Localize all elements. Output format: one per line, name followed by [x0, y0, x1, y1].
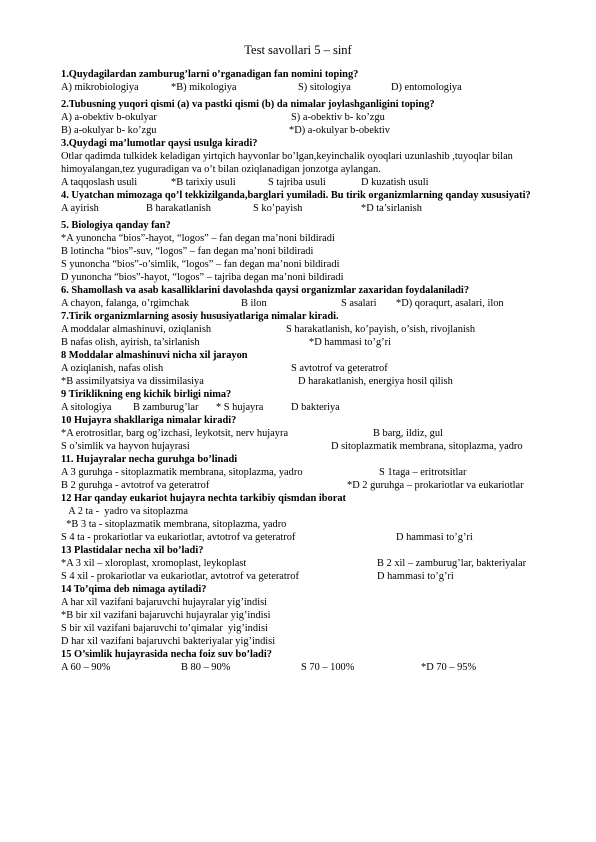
question-block — [61, 98, 581, 137]
question-block — [61, 310, 581, 349]
question-block — [61, 189, 581, 215]
answer-option: S harakatlanish, ko’payish, o’sish, rivojlanish — [286, 324, 476, 335]
question-block — [61, 453, 581, 492]
answer-option: D har xil vazifani bajaruvchi bakteriyalar yig’indisi — [61, 636, 276, 647]
question-text: 8 Moddalar almashinuvi nicha xil jarayon — [61, 350, 248, 361]
question-text: 10 Hujayra shakllariga nimalar kiradi? — [61, 415, 237, 426]
question-block — [61, 137, 581, 189]
question-block — [61, 414, 581, 453]
answer-option: * S hujayra — [216, 402, 264, 413]
answer-option: S 70 – 100% — [301, 662, 355, 673]
answer-option: S ko’payish — [253, 203, 303, 214]
answer-option: *D) qoraqurt, asalari, ilon — [396, 298, 504, 309]
answer-option: S 4 xil - prokariotlar va eukariotlar, avtotrof va geteratrof — [61, 571, 299, 582]
answer-option: A taqqoslash usuli — [61, 177, 138, 188]
question-text: 9 Tiriklikning eng kichik birligi nima? — [61, 389, 232, 400]
question-text: 13 Plastidalar necha xil bo’ladi? — [61, 545, 204, 556]
answer-option: D yunoncha “bios”-hayot, “logos” – tajriba degan ma’noni bildiradi — [61, 272, 344, 283]
answer-option: D sitoplazmatik membrana, sitoplazma, yadro — [331, 441, 523, 452]
answer-option: *B assimilyatsiya va dissimilasiya — [61, 376, 204, 387]
answer-option: *A erotrositlar, barg og’izchasi, leykotsit, nerv hujayra — [61, 428, 289, 439]
question-block — [61, 583, 581, 648]
answer-options-row — [61, 336, 581, 349]
question-passage: Otlar qadimda tulkidek keladigan yirtqich hayvonlar bo’lgan,keyinchalik oyoqlari uzunlashib ,tuyoqlar bilan himoyalangan,tez yuguradigan va o’t bilan oziqlanadigan jonzotga aylangan. — [61, 151, 513, 175]
answer-option: D hammasi to’g’ri — [377, 571, 454, 582]
answer-option: *B tarixiy usuli — [171, 177, 236, 188]
answer-option: *D) a-okulyar b-obektiv — [289, 125, 390, 136]
answer-option: B) a-okulyar b- ko’zgu — [61, 125, 157, 136]
question-block — [61, 68, 581, 94]
answer-options-row — [61, 375, 581, 388]
answer-option: A har xil vazifani bajaruvchi hujayralar yig’indisi — [61, 597, 268, 608]
question-text: 12 Har qanday eukariot hujayra nechta tarkibiy qismdan iborat — [61, 493, 347, 504]
answer-options-row — [61, 557, 581, 570]
answer-option: S o’simlik va hayvon hujayrasi — [61, 441, 190, 452]
question-block — [61, 492, 581, 544]
answer-option: D bakteriya — [291, 402, 340, 413]
question-block — [61, 219, 581, 284]
answer-option: B ilon — [241, 298, 267, 309]
answer-option: A 3 guruhga - sitoplazmatik membrana, sitoplazma, yadro — [61, 467, 303, 478]
answer-options-row — [61, 401, 581, 414]
question-block — [61, 388, 581, 414]
answer-option: *A 3 xil – xloroplast, xromoplast, leykoplast — [61, 558, 247, 569]
answer-option: A) a-obektiv b-okulyar — [61, 112, 157, 123]
question-text: 14 To’qima deb nimaga aytiladi? — [61, 584, 207, 595]
answer-option: *D hammasi to’g’ri — [309, 337, 391, 348]
page-title: Test savollari 5 – sinf — [244, 43, 352, 57]
answer-options-row — [61, 479, 581, 492]
answer-option: *B bir xil vazifani bajaruvchi hujayralar yig’indisi — [61, 610, 271, 621]
answer-option: *D ta’sirlanish — [361, 203, 422, 214]
answer-options-row — [61, 362, 581, 375]
answer-option: *D 70 – 95% — [421, 662, 477, 673]
answer-option: S tajriba usuli — [268, 177, 326, 188]
answer-options-row — [61, 440, 581, 453]
question-text: 15 O’simlik hujayrasida necha foiz suv bo’ladi? — [61, 649, 272, 660]
answer-option: B nafas olish, ayirish, ta’sirlanish — [61, 337, 200, 348]
answer-option: S) a-obektiv b- ko’zgu — [291, 112, 385, 123]
question-text: 3.Quydagi ma’lumotlar qaysi usulga kiradi? — [61, 138, 258, 149]
answer-option: D) entomologiya — [391, 82, 462, 93]
answer-options-row — [61, 81, 581, 94]
question-text: 1.Quydagilardan zamburug’larni o’rganadigan fan nomini toping? — [61, 69, 359, 80]
answer-option: D harakatlanish, energiya hosil qilish — [298, 376, 453, 387]
answer-option: B lotincha “bios”-suv, “logos” – fan degan ma’noni bildiradi — [61, 246, 314, 257]
answer-option: A sitologiya — [61, 402, 112, 413]
question-text: 5. Biologiya qanday fan? — [61, 220, 171, 231]
answer-option: A chayon, falanga, o’rgimchak — [61, 298, 190, 309]
answer-option: B 2 xil – zamburug’lar, bakteriyalar — [377, 558, 527, 569]
answer-option: B zamburug’lar — [133, 402, 199, 413]
answer-option: A oziqlanish, nafas olish — [61, 363, 164, 374]
answer-option: S 4 ta - prokariotlar va eukariotlar, avtotrof va geteratrof — [61, 532, 296, 543]
answer-option: B 2 guruhga - avtotrof va geteratrof — [61, 480, 210, 491]
answer-options-row — [61, 570, 581, 583]
answer-options-row — [61, 466, 581, 479]
answer-option: *B) mikologiya — [171, 82, 237, 93]
answer-options-row — [61, 661, 581, 674]
answer-option: S asalari — [341, 298, 377, 309]
question-text: 7.Tirik organizmlarning asosiy hususiyatlariga nimalar kiradi. — [61, 311, 339, 322]
answer-option: B barg, ildiz, gul — [373, 428, 443, 439]
answer-option: A 2 ta - yadro va sitoplazma — [61, 506, 188, 517]
question-block — [61, 648, 581, 674]
answer-option: B harakatlanish — [146, 203, 211, 214]
answer-options-row — [61, 531, 581, 544]
question-text: 2.Tubusning yuqori qismi (a) va pastki qismi (b) da nimalar joylashganligini toping? — [61, 99, 435, 110]
answer-option: B 80 – 90% — [181, 662, 231, 673]
answer-option: S avtotrof va geteratrof — [291, 363, 388, 374]
question-block — [61, 284, 581, 310]
answer-option: S bir xil vazifani bajaruvchi to’qimalar yig’indisi — [61, 623, 268, 634]
answer-option: A moddalar almashinuvi, oziqlanish — [61, 324, 212, 335]
question-block — [61, 544, 581, 583]
answer-option: *A yunoncha “bios”-hayot, “logos” – fan degan ma’noni bildiradi — [61, 233, 335, 244]
question-text: 11. Hujayralar necha guruhga bo’linadi — [61, 454, 238, 465]
answer-options-row — [61, 111, 581, 124]
answer-option: D kuzatish usuli — [361, 177, 429, 188]
answer-option: *B 3 ta - sitoplazmatik membrana, sitoplazma, yadro — [61, 519, 287, 530]
answer-options-row — [61, 124, 581, 137]
answer-option: A ayirish — [61, 203, 99, 214]
answer-option: S 1taga – eritrotsitlar — [379, 467, 467, 478]
answer-options-row — [61, 323, 581, 336]
answer-options-row — [61, 297, 581, 310]
answer-option: S) sitologiya — [298, 82, 351, 93]
question-text: 4. Uyatchan mimozaga qo’l tekkizilganda,barglari yumiladi. Bu tirik organizmlarning qanday xususiyati? — [61, 190, 531, 201]
answer-options-row — [61, 176, 581, 189]
answer-option: S yunoncha “bios”-o’simlik, “logos” – fan degan ma’noni bildiradi — [61, 259, 340, 270]
answer-options-row — [61, 427, 581, 440]
answer-option: *D 2 guruhga – prokariotlar va eukariotlar — [347, 480, 524, 491]
question-text: 6. Shamollash va asab kasalliklarini davolashda qaysi organizmlar zaxaridan foydalaniladi? — [61, 285, 470, 296]
questions-list — [61, 68, 581, 674]
answer-option: A 60 – 90% — [61, 662, 111, 673]
answer-option: D hammasi to’g’ri — [396, 532, 473, 543]
answer-options-row — [61, 202, 581, 215]
question-block — [61, 349, 581, 388]
answer-option: A) mikrobiologiya — [61, 82, 139, 93]
